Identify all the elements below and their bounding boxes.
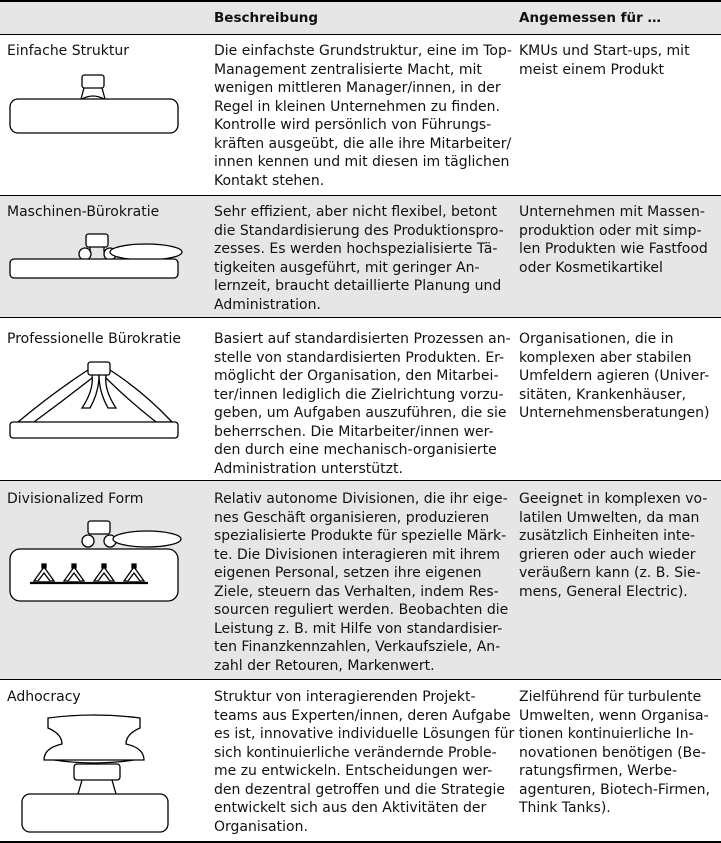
table-row	[0, 318, 721, 480]
table-row	[0, 680, 721, 841]
table-row	[0, 481, 721, 679]
row-name: Einfache Struktur	[7, 43, 129, 59]
professional-bureaucracy-icon	[4, 360, 184, 442]
row-appropriate: Unternehmen mit Massen- produktion oder mit simp- len Produkten wie Fastfood oder Kosmetikartikel	[519, 204, 708, 276]
row-description: Basiert auf standardisierten Prozessen an- stelle von standardisierten Produkten. Er- möglicht der Organisation, den Mitarbei- ter/innen lediglich die Zielrichtung vorzu- geben, um Aufgaben auszuführen, die sie beherrschen. Die Mitarbeiter/innen wer- den durch eine mechanisch-organisierte Administration unterstützt.	[214, 331, 511, 477]
row-description: Relativ autonome Divisionen, die ihr eige- nes Geschäft organisieren, produzieren spezialisierte Produkte für spezielle Märk- te. Die Divisionen interagieren mit ihrem eigenen Personal, setzen ihre eigenen Ziele, steuern das Verhalten, indem Res- sourcen reguliert werden. Beobachten die Leistung z. B. mit Hilfe von standardisier- ten Finanzkennzahlen, Verkaufsziele, An- zahl der Retouren, Markenwert.	[214, 491, 509, 674]
row-name: Professionelle Bürokratie	[7, 331, 182, 347]
row-appropriate: Geeignet in komplexen vo- latilen Umwelten, da man zusätzlich Einheiten inte- grieren oder auch wieder veräußern kann (z. B. Sie- mens, General Electric).	[519, 491, 708, 600]
row-appropriate: KMUs und Start-ups, mit meist einem Produkt	[519, 43, 690, 78]
simple-structure-icon	[4, 73, 184, 137]
header-appropriate: Angemessen für …	[519, 10, 661, 26]
divisionalized-form-icon	[4, 519, 184, 605]
table-row	[0, 35, 721, 195]
row-name: Adhocracy	[7, 689, 81, 705]
row-name: Maschinen-Bürokratie	[7, 204, 160, 220]
row-name: Divisionalized Form	[7, 491, 144, 507]
row-appropriate: Zielführend für turbulente Umwelten, wenn Organisa- tionen kontinuierliche In- novationen benötigen (Be- ratungsfirmen, Werbe- agenturen, Biotech-Firmen, Think Tanks).	[519, 689, 710, 816]
row-appropriate: Organisationen, die in komplexen aber stabilen Umfeldern agieren (Univer- sitäten, Krankenhäuser, Unternehmensberatungen)	[519, 331, 710, 421]
machine-bureaucracy-icon	[4, 232, 184, 282]
row-description: Struktur von interagierenden Projekt- teams aus Experten/innen, deren Aufgabe es ist, innovative individuelle Lösungen für sich kontinuierliche verändernde Proble- me zu entwickeln. Entscheidungen wer- den dezentral getroffen und die Strategie entwickelt sich aus den Aktivitäten der Organisation.	[214, 689, 515, 835]
header-description: Beschreibung	[214, 10, 319, 26]
table-row	[0, 196, 721, 317]
table-header	[0, 2, 721, 34]
adhocracy-icon	[4, 714, 184, 836]
row-description: Die einfachste Grundstruktur, eine im Top- Management zentralisierte Macht, mit wenigen mittleren Manager/innen, in der Regel in kleinen Unternehmen zu finden. Kontrolle wird persönlich von Führungs- kräften ausgeübt, die alle ihre Mitarbeiter/ innen kennen und mit diesen im täglichen Kontakt stehen.	[214, 43, 512, 189]
row-description: Sehr effizient, aber nicht flexibel, betont die Standardisierung des Produktionspro- zesses. Es werden hochspezialisierte Tä- tigkeiten ausgeführt, mit geringer An- lernzeit, braucht detaillierte Planung und Administration.	[214, 204, 504, 313]
